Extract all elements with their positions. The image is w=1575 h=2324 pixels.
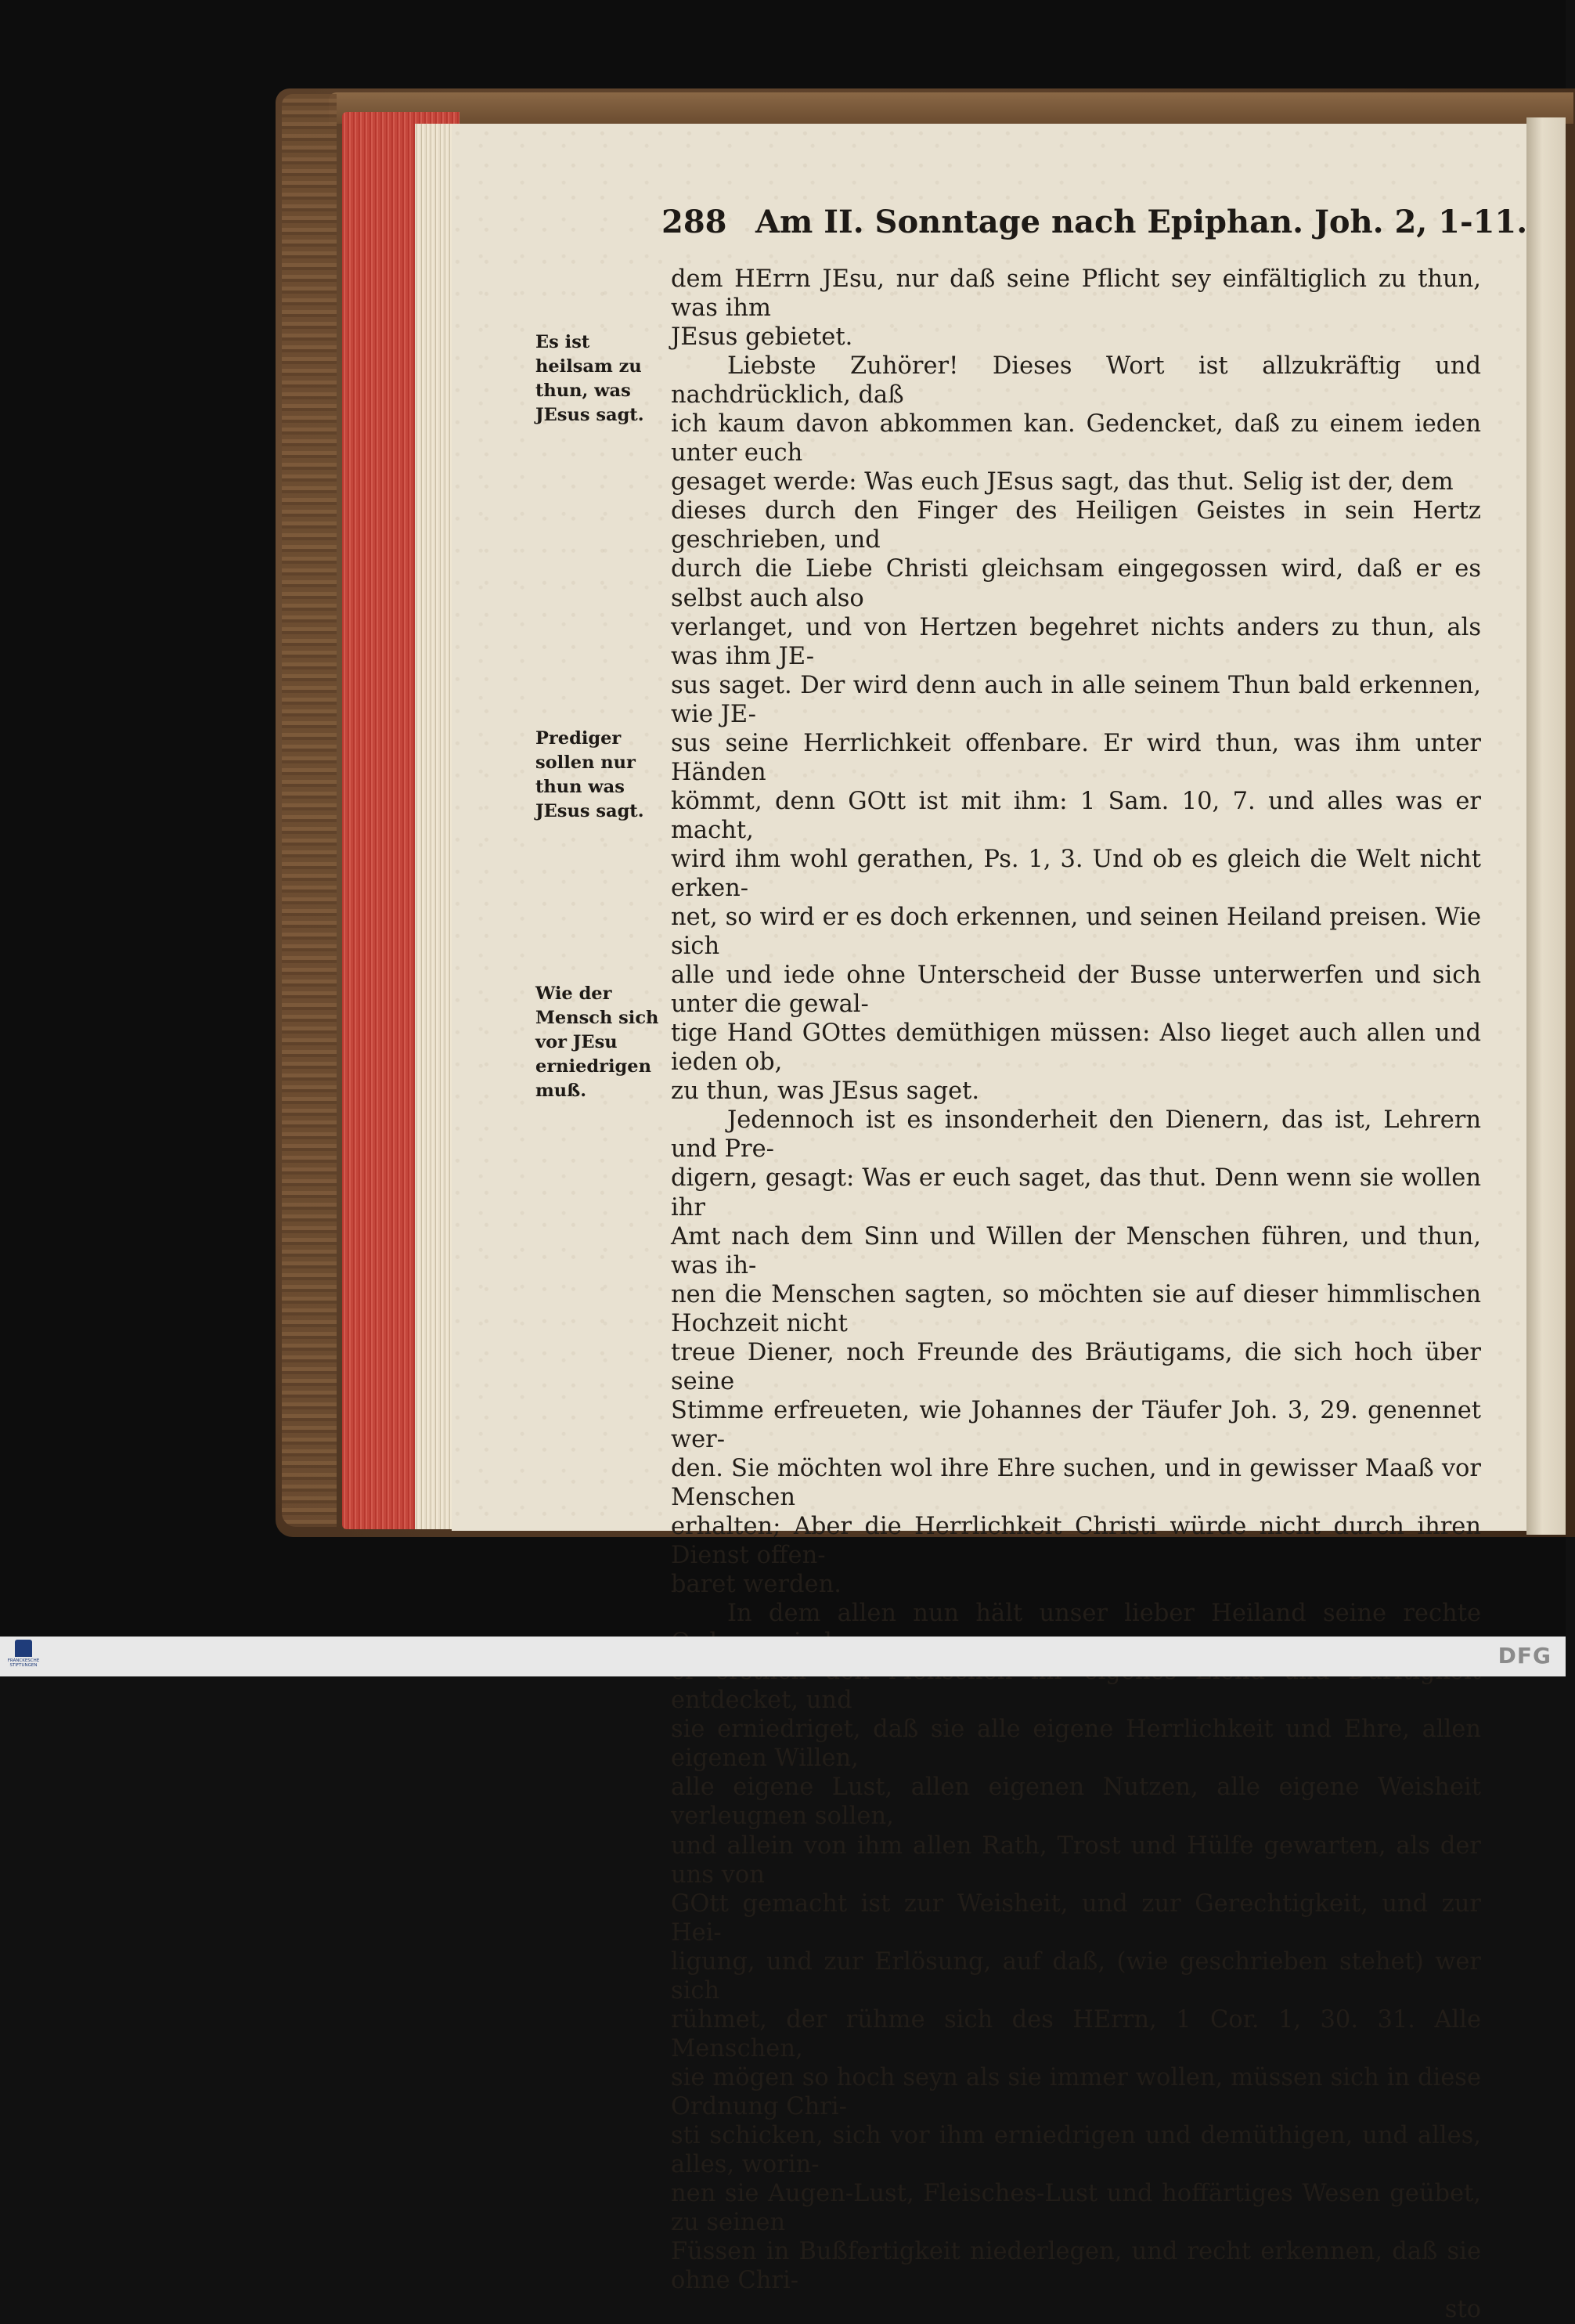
text-line: net, so wird er es doch erkennen, und seinen Heiland preisen. Wie sich	[671, 904, 1481, 961]
text-line: dieses durch den Finger des Heiligen Geistes in sein Hertz geschrieben, und	[671, 497, 1481, 554]
text-line: zu thun, was JEsus saget.	[671, 1077, 980, 1106]
text-line: alle und iede ohne Unterscheid der Busse unterwerfen und sich unter die gewal-	[671, 962, 1481, 1019]
text-line: Liebste Zuhörer! Dieses Wort ist allzukräftig und nachdrücklich, daß	[671, 352, 1481, 410]
text-line: nen sie Augen-Lust, Fleisches-Lust und hoffärtiges Wesen geübet, zu seinen	[671, 2180, 1481, 2237]
text-line: gesaget werde: Was euch JEsus sagt, das thut. Selig ist der, dem	[671, 468, 1454, 496]
running-title: Am II. Sonntage nach Epiphan. Joh. 2, 1-11.	[755, 204, 1528, 240]
text-line: JEsus gebietet.	[671, 323, 853, 352]
text-line: kömmt, denn GOtt ist mit ihm: 1 Sam. 10, 7. und alles was er macht,	[671, 787, 1481, 844]
catchword: sto	[1444, 2296, 1481, 2324]
text-line: Füssen in Bußfertigkeit niederlegen, und recht erkennen, daß sie ohne Chri-	[671, 2238, 1481, 2295]
text-line: sie erniedriget, daß sie alle eigene Herrlichkeit und Ehre, allen eigenen Willen,	[671, 1716, 1481, 1773]
text-line: tige Hand GOttes demüthigen müssen: Also lieget auch allen und ieden ob,	[671, 1019, 1481, 1077]
institution-logo	[6, 1640, 41, 1674]
text-line: treue Diener, noch Freunde des Bräutigams, die sich hoch über seine	[671, 1338, 1481, 1395]
text-line: alle eigene Lust, allen eigenen Nutzen, alle eigene Weisheit verleugnen sollen,	[671, 1774, 1481, 1831]
text-line: baret werden.	[671, 1571, 842, 1599]
body-text	[671, 265, 1481, 2324]
viewer-footer	[0, 1637, 1566, 1676]
text-line: sus seine Herrlichkeit offenbare. Er wird thun, was ihm unter Händen	[671, 729, 1481, 786]
text-line: entdecket, und	[671, 1687, 852, 1715]
running-header	[661, 197, 1528, 244]
dfg-logo: DFG	[1498, 1643, 1552, 1669]
text-line: und allein von ihm allen Rath, Trost und Hülfe gewarten, als der uns von	[671, 1831, 1481, 1889]
text-line: nen die Menschen sagten, so möchten sie auf dieser himmlischen Hochzeit nicht	[671, 1280, 1481, 1337]
text-line: rühmet, der rühme sich des HErrn, 1 Cor. 1, 30. 31. Alle Menschen,	[671, 2005, 1481, 2062]
text-line: sti schicken, sich vor ihm erniedrigen und demüthigen, und alles, alles, worin-	[671, 2122, 1481, 2179]
margin-note: Es ist heilsam zu thun, was JEsus sagt.	[535, 332, 644, 425]
building-icon	[15, 1640, 32, 1657]
text-line: ich kaum davon abkommen kan. Gedencket, daß zu einem ieden unter euch	[671, 410, 1481, 467]
text-line: verlanget, und von Hertzen begehret nichts anders zu thun, als was ihm JE-	[671, 613, 1481, 670]
text-line: GOtt gemacht ist zur Weisheit, und zur Gerechtigkeit, und zur Hei-	[671, 1889, 1481, 1947]
margin-note: Prediger sollen nur thun was JEsus sagt.	[535, 728, 644, 821]
text-line: Jedennoch ist es insonderheit den Dienern, das ist, Lehrern und Pre-	[671, 1106, 1481, 1164]
page-number: 288	[661, 204, 727, 240]
text-line: sus saget. Der wird denn auch in alle seinem Thun bald erkennen, wie JE-	[671, 671, 1481, 728]
margin-note: Wie der Mensch sich vor JEsu erniedrigen muß.	[535, 983, 659, 1101]
book-top-edge	[329, 92, 1573, 124]
book-spine-edge	[282, 94, 337, 1527]
text-line: digern, gesagt: Was er euch saget, das thut. Denn wenn sie wollen ihr	[671, 1164, 1481, 1222]
text-line: In dem allen nun hält unser lieber Heiland seine rechte	[727, 1600, 1481, 1628]
text-line: Stimme erfreueten, wie Johannes der Täufer Joh. 3, 29. genennet wer-	[671, 1396, 1481, 1453]
text-line: durch die Liebe Christi gleichsam eingegossen wird, daß er es selbst auch also	[671, 555, 1481, 612]
text-line: wird ihm wohl gerathen, Ps. 1, 3. Und ob es gleich die Welt nicht erken-	[671, 845, 1481, 902]
text-line: ligung, und zur Erlösung, auf daß, (wie geschrieben stehet) wer sich	[671, 1947, 1481, 2005]
text-line: sie mögen so hoch seyn als sie immer wollen, müssen sich in diese Ordnung Chri-	[671, 2063, 1481, 2120]
page-gutter	[1526, 117, 1566, 1535]
institution-logo-text: FRANCKESCHE STIFTUNGEN	[7, 1658, 40, 1668]
text-line: dem HErrn JEsu, nur daß seine Pflicht sey einfältiglich zu thun, was ihm	[671, 265, 1481, 323]
text-line: den. Sie möchten wol ihre Ehre suchen, und in gewisser Maaß vor Menschen	[671, 1454, 1481, 1511]
text-line: Amt nach dem Sinn und Willen der Menschen führen, und thun, was ih-	[671, 1222, 1481, 1279]
text-line: erhalten; Aber die Herrlichkeit Christi würde nicht durch ihren Dienst offen-	[671, 1513, 1481, 1570]
